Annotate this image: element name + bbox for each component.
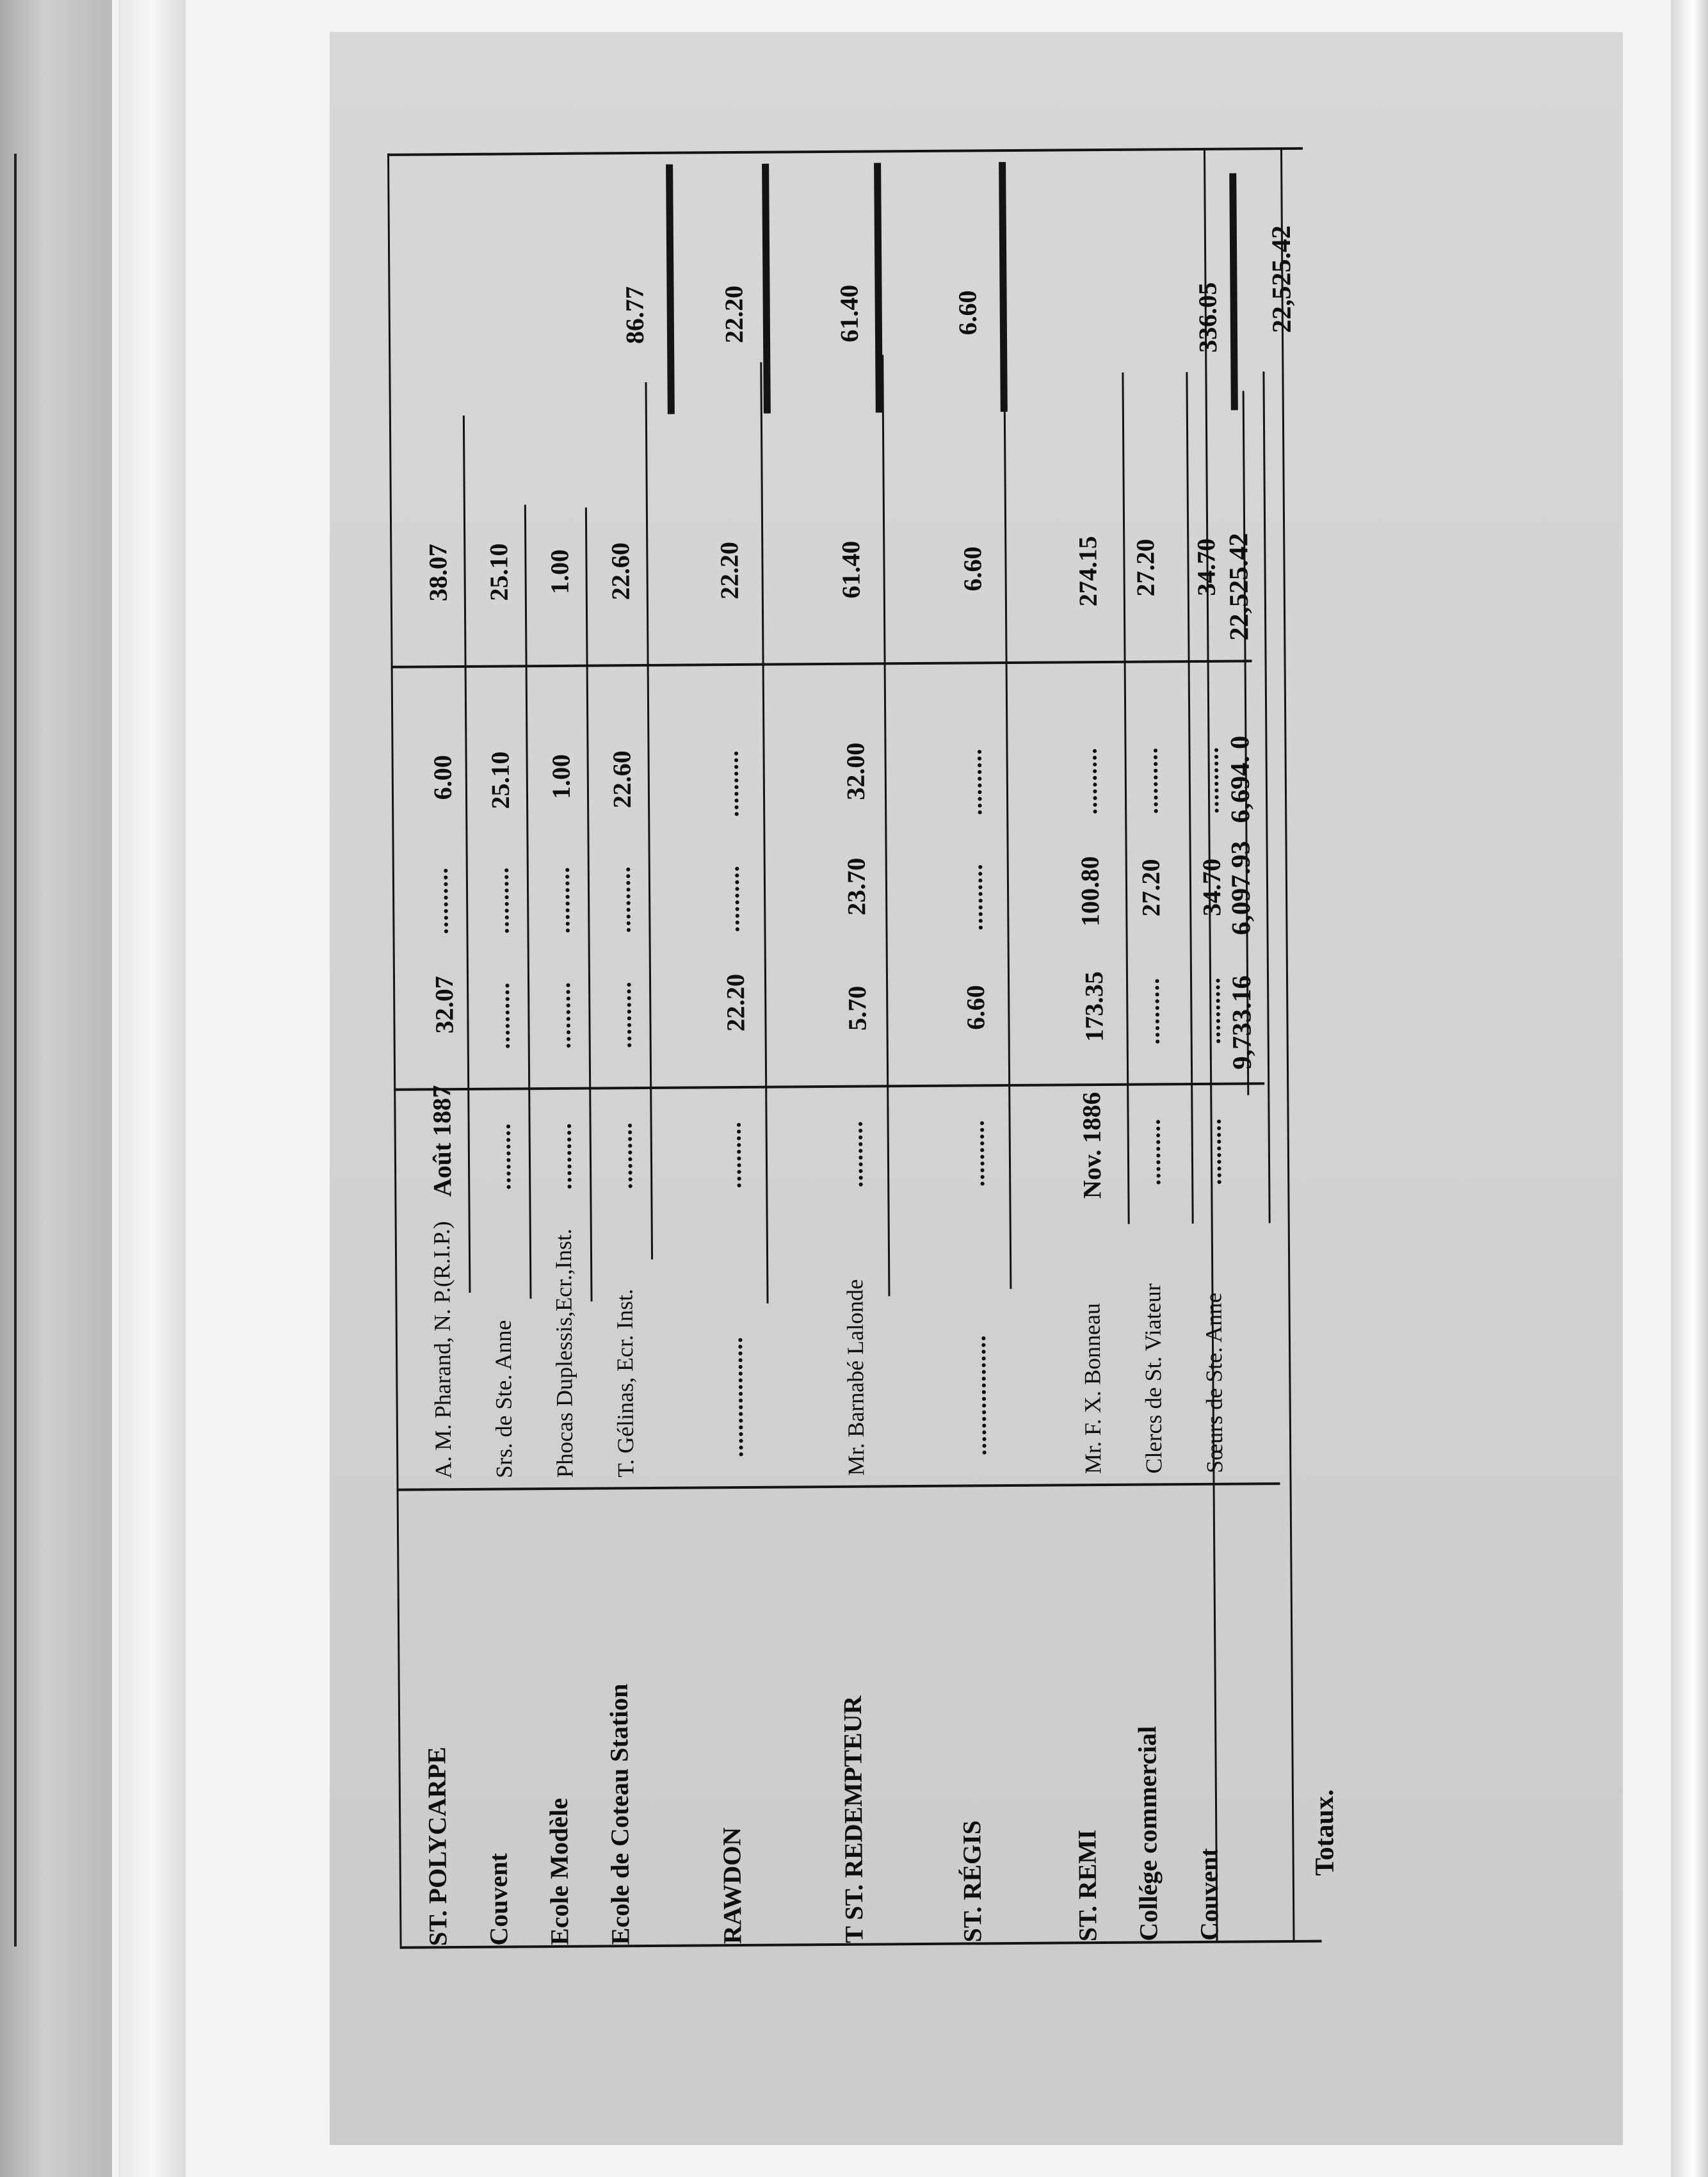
amount-a: ..........	[488, 982, 515, 1049]
amount-c: ..........	[1075, 747, 1103, 815]
amount-d: 38.07	[423, 544, 453, 602]
place-name: Ecole Modèle	[544, 1797, 574, 1946]
row-rule-10	[1262, 371, 1270, 1223]
place-name: Ecole de Coteau Station	[604, 1683, 635, 1945]
amount-d: 61.40	[836, 540, 866, 599]
amount-c: ..........	[1196, 746, 1225, 814]
col-rule-person-date	[391, 660, 1252, 668]
person-name: A. M. Pharand, N. P.(R.I.P.)	[428, 1221, 456, 1479]
bold-rule-5	[1229, 174, 1238, 410]
amount-d: 27.20	[1131, 538, 1160, 597]
facing-page-edge	[14, 154, 17, 1946]
amount-e: 22.20	[719, 285, 749, 344]
totals-label: Totaux.	[1309, 1789, 1340, 1876]
amount-b: 27.20	[1136, 859, 1166, 917]
person-name: Sœurs de Ste. Anne	[1200, 1292, 1228, 1473]
amount-a: ..........	[609, 981, 637, 1049]
person-name: Phocas Duplessis,Ecr.,Inst.	[550, 1228, 578, 1478]
amount-b: ..........	[960, 863, 988, 931]
place-name: ST. REMI	[1072, 1829, 1102, 1942]
total-a: 9,733.16	[1227, 975, 1258, 1070]
total-e: 22,525.42	[1266, 225, 1297, 334]
date-cell: ..........	[719, 1121, 747, 1189]
amount-c: ..........	[1136, 747, 1164, 814]
row-rule-1	[463, 416, 471, 1293]
amount-c: 1.00	[546, 754, 576, 800]
amount-d: 22.20	[714, 541, 744, 600]
place-name: T ST. REDEMPTEUR	[837, 1695, 869, 1943]
person-name: Srs. de Ste. Anne	[490, 1320, 517, 1478]
amount-d: 6.60	[958, 546, 987, 592]
amount-a: ..........	[549, 981, 576, 1049]
page-right-edge	[1671, 0, 1708, 2177]
date-cell: ..........	[1138, 1118, 1166, 1186]
bold-rule-4	[999, 162, 1008, 412]
place-name: Couvent	[483, 1853, 513, 1946]
place-name: Couvent	[1194, 1848, 1224, 1941]
amount-c: ..........	[960, 748, 988, 816]
row-rule-8	[1122, 373, 1129, 1224]
bold-rule-3	[874, 163, 883, 412]
amount-a: 173.35	[1079, 971, 1109, 1042]
amount-a: ..........	[1138, 977, 1165, 1045]
place-name: ST. RÉGIS	[957, 1820, 987, 1943]
bold-rule-2	[762, 164, 771, 414]
person-name: Mr. F. X. Bonneau	[1079, 1302, 1106, 1475]
amount-d: 274.15	[1073, 536, 1102, 607]
amount-a: 5.70	[842, 985, 872, 1031]
bold-rule-1	[666, 165, 675, 414]
date-cell: Août 1887	[427, 1085, 457, 1197]
date-cell: Nov. 1886	[1077, 1092, 1107, 1199]
date-cell: ..........	[962, 1119, 990, 1187]
col-rule-name-person	[397, 1482, 1280, 1491]
amount-c: 25.10	[485, 751, 515, 809]
amount-a: 22.20	[720, 973, 750, 1032]
amount-e: 86.77	[620, 286, 650, 344]
row-rule-5	[760, 362, 768, 1304]
row-rule-3	[585, 508, 593, 1302]
person-name: Clercs de St. Viateur	[1140, 1283, 1167, 1474]
facing-page	[0, 0, 118, 2177]
table-right-border	[1280, 147, 1295, 1940]
date-cell: ..........	[549, 1122, 577, 1190]
person-name: ..................	[963, 1334, 992, 1456]
amount-a: 32.07	[429, 976, 459, 1034]
amount-b: ..........	[426, 867, 454, 935]
amount-b: ..........	[547, 866, 576, 934]
amount-e: 336.05	[1193, 282, 1223, 353]
date-cell: ..........	[1199, 1117, 1227, 1185]
amount-b: ..........	[608, 866, 636, 934]
total-b: 6,097.93	[1226, 841, 1257, 935]
amount-d: 34.70	[1191, 538, 1221, 597]
amount-a: 6.60	[961, 985, 990, 1030]
amount-d: 25.10	[484, 543, 513, 601]
place-name: RAWDON	[717, 1827, 747, 1945]
amount-c: 32.00	[841, 742, 871, 800]
amount-b: ..........	[717, 864, 745, 933]
amount-e: 6.60	[953, 290, 983, 336]
row-rule-9	[1186, 372, 1193, 1224]
row-rule-6	[882, 355, 890, 1296]
amount-c: 6.00	[428, 755, 458, 800]
date-cell: ..........	[610, 1122, 638, 1190]
place-name: ST. POLYCARPE	[422, 1746, 453, 1946]
book-gutter	[118, 0, 186, 2177]
date-cell: ..........	[488, 1122, 517, 1190]
row-rule-2	[524, 505, 532, 1299]
row-rule-4	[645, 382, 654, 1259]
amount-b: ..........	[487, 866, 515, 934]
amount-e: 61.40	[834, 284, 864, 343]
row-rule-7	[1003, 360, 1011, 1289]
person-name: ..................	[720, 1336, 749, 1458]
amount-b: 100.80	[1075, 856, 1105, 927]
total-c: 6,694. 0	[1225, 735, 1256, 823]
total-d: 22,525.42	[1224, 533, 1255, 641]
place-name: Collége commercial	[1132, 1726, 1163, 1941]
amount-c: ..........	[716, 749, 745, 818]
person-name: T. Gélinas, Ecr. Inst.	[611, 1288, 639, 1478]
amount-c: 22.60	[607, 750, 637, 809]
amount-d: 1.00	[545, 549, 574, 595]
person-name: Mr. Barnabé Lalonde	[842, 1279, 869, 1476]
amount-d: 22.60	[606, 542, 635, 601]
date-cell: ..........	[841, 1120, 869, 1188]
col-rule-date-a	[394, 1082, 1264, 1090]
amount-b: 34.70	[1196, 858, 1227, 916]
ledger-table	[368, 147, 1392, 1966]
amount-b: 23.70	[841, 857, 871, 916]
amount-a: ..........	[1198, 976, 1226, 1044]
table-left-border	[387, 154, 402, 1946]
